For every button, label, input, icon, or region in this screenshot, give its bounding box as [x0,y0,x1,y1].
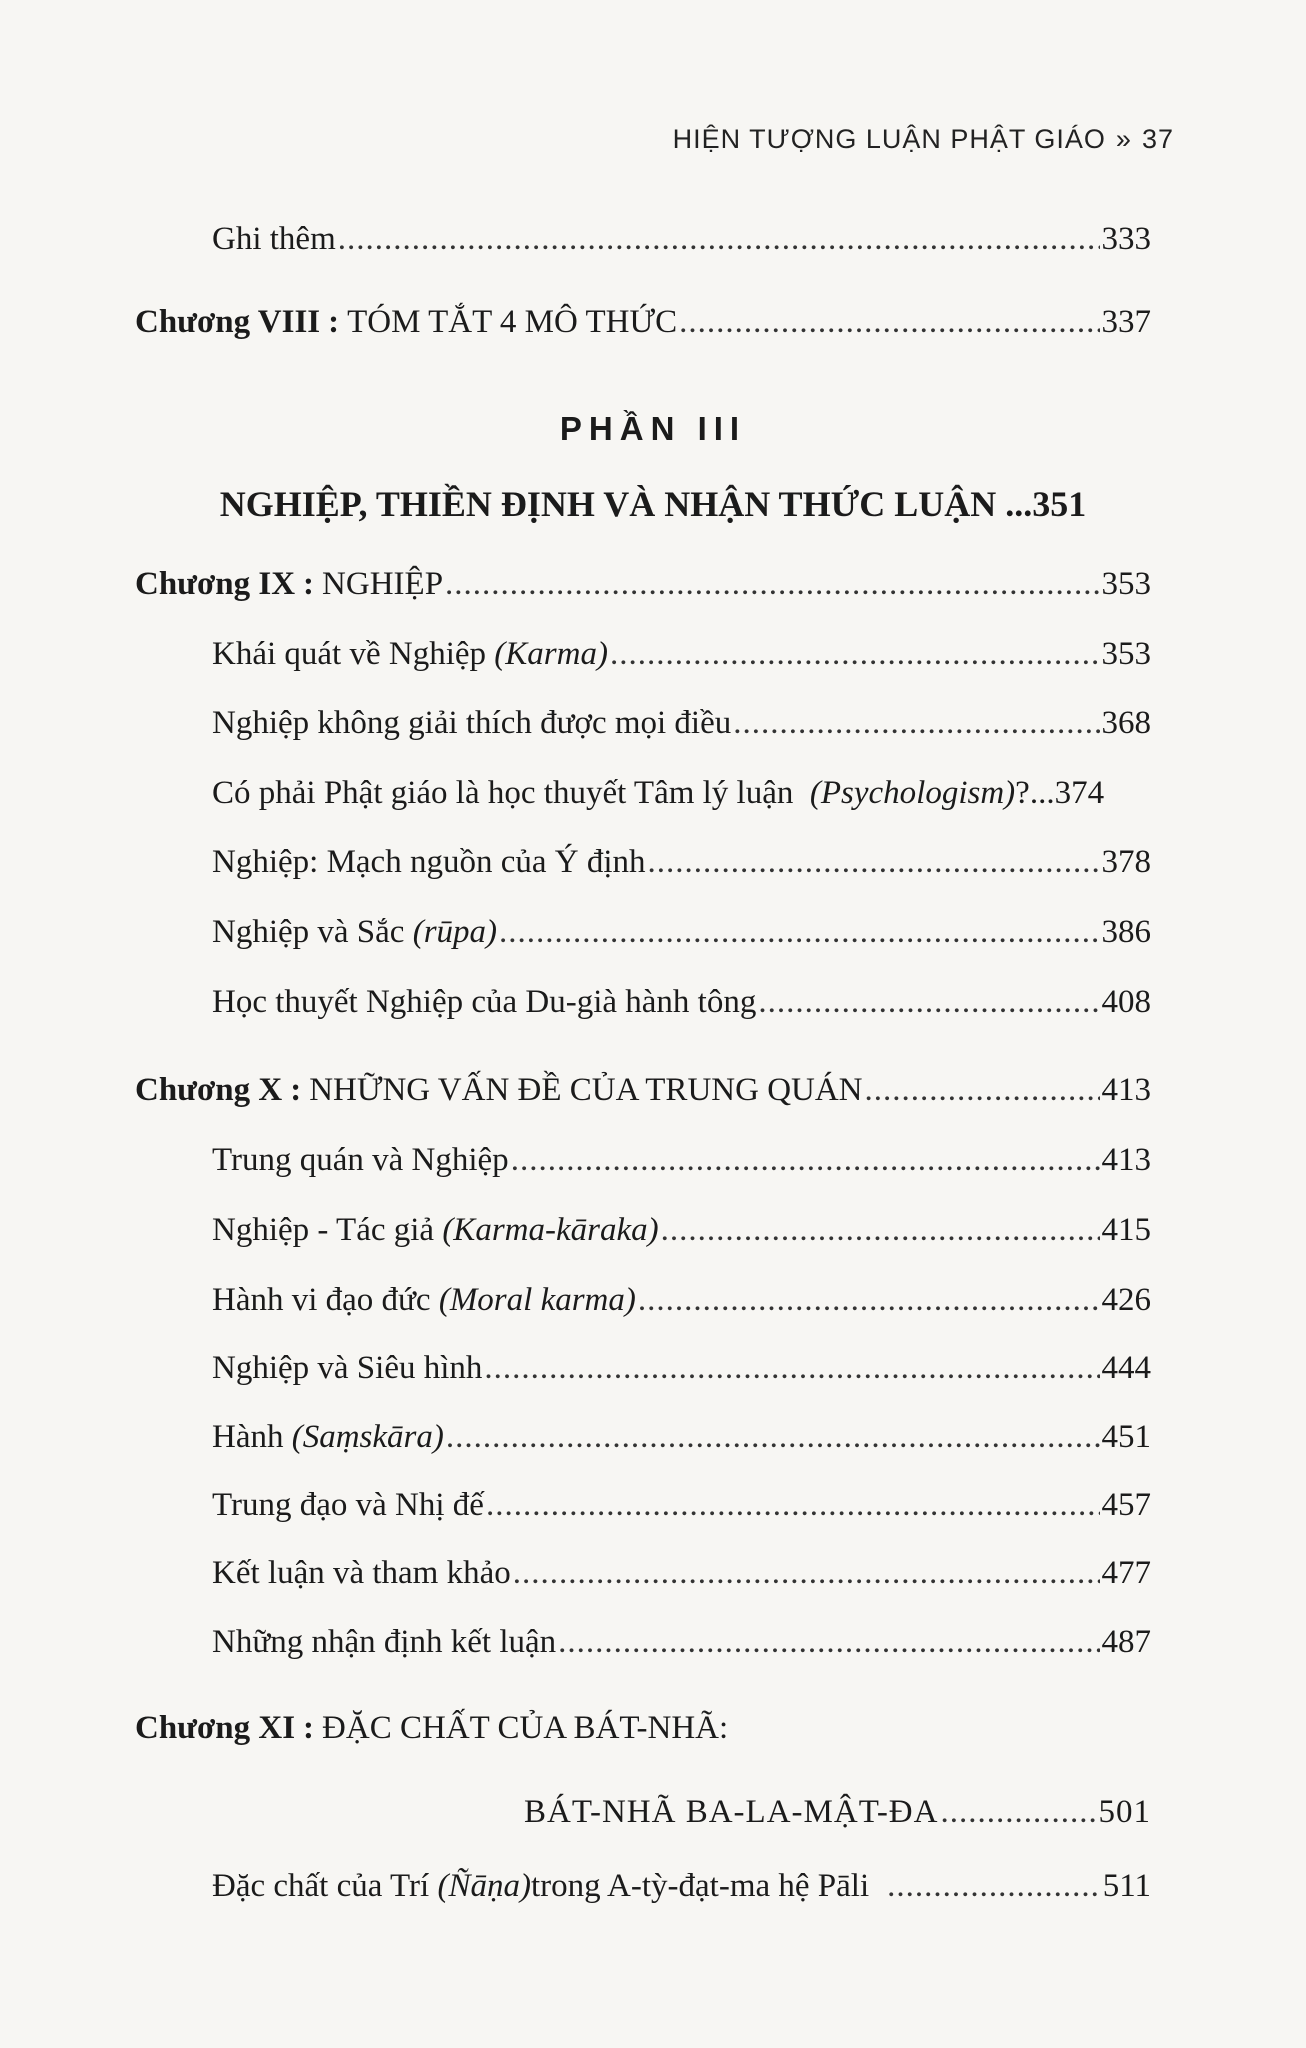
toc-entry-page: 378 [1101,844,1151,880]
toc-entry [212,986,1151,1019]
toc-entry [212,1557,1151,1590]
leader-dots [513,1557,1100,1590]
chapter-colon: : [328,304,340,340]
toc-entry-page: 477 [1101,1555,1151,1591]
leader-dots [638,1284,1100,1317]
leader-dots [679,306,1099,339]
toc-entry-page: 457 [1101,1487,1151,1523]
chapter-entry-9 [135,568,1151,601]
chapter-colon: : [303,1710,315,1746]
chapter-label: Chương XI [135,1710,296,1746]
toc-entry-title: Nghiệp - Tác giả [212,1212,435,1248]
chapter-title: TÓM TẮT 4 MÔ THỨC [347,304,678,340]
running-head-title: HIỆN TƯỢNG LUẬN PHẬT GIÁO [672,124,1106,154]
leader-dots [661,1214,1100,1247]
leader-dots [511,1144,1100,1177]
toc-entry-page: 368 [1101,705,1151,741]
leader-dots [445,568,1099,601]
toc-entry-page: 444 [1101,1350,1151,1386]
leader-dots [446,1421,1100,1454]
toc-entry-page: ?...374 [1015,775,1105,811]
toc-entry-term: (rūpa) [412,914,498,950]
leader-dots [865,1074,1100,1107]
running-head [673,124,1174,155]
toc-entry [212,1352,1151,1385]
toc-entry-term: (Moral karma) [438,1282,636,1318]
page-number: 37 [1141,124,1174,154]
toc-entry [212,638,1151,671]
chapter-entry-10 [135,1074,1151,1107]
toc-entry-title: Hành [212,1419,284,1455]
chapter-entry-8 [135,306,1151,339]
toc-entry [212,1421,1151,1454]
leader-dots [887,1870,1101,1903]
toc-entry-title: Hành vi đạo đức [212,1282,431,1318]
toc-entry-page: 413 [1101,1142,1151,1178]
toc-entry-term: (Ñāṇa) [437,1868,531,1904]
toc-entry-title: Học thuyết Nghiệp của Du-già hành tông [212,984,757,1020]
leader-dots [758,986,1099,1019]
toc-entry-page: 415 [1101,1212,1151,1248]
toc-entry [212,1626,1151,1659]
toc-entry-ghi-them [212,223,1151,256]
leader-dots [338,223,1100,256]
toc-entry-title: Nghiệp và Siêu hình [212,1350,483,1386]
leader-dots [558,1626,1099,1659]
chapter-page: 413 [1101,1072,1151,1108]
chapter-page: 353 [1101,566,1151,602]
toc-entry [212,1214,1151,1247]
toc-entry [212,916,1151,949]
leader-dots [486,1489,1100,1522]
chapter-colon: : [290,1072,302,1108]
toc-entry-title: Nghiệp và Sắc [212,914,405,950]
toc-entry-page: 451 [1101,1419,1151,1455]
toc-entry-title-continued: trong A-tỳ-đạt-ma hệ Pāli [530,1868,870,1904]
running-head-separator: » [1115,124,1132,154]
toc-entry-title: Đặc chất của Trí [212,1868,430,1904]
chapter-entry-11 [135,1712,728,1745]
leader-dots [499,916,1099,949]
toc-entry-term: (Saṃskāra) [291,1419,444,1455]
chapter-title: NGHIỆP [322,566,444,602]
chapter-label: Chương IX [135,566,296,602]
leader-dots [484,1352,1099,1385]
toc-entry-title: Nghiệp: Mạch nguồn của Ý định [212,844,646,880]
chapter-page: 501 [1098,1794,1151,1830]
toc-entry [212,777,1104,810]
toc-entry [212,1284,1151,1317]
chapter-page: 337 [1101,304,1151,340]
chapter-title: NHỮNG VẤN ĐỀ CỦA TRUNG QUÁN [309,1072,863,1108]
toc-entry-page: 426 [1101,1282,1151,1318]
toc-entry-term: (Karma) [494,636,608,672]
toc-entry [212,1144,1151,1177]
toc-entry-page: 386 [1101,914,1151,950]
toc-entry [212,1489,1151,1522]
chapter-subtitle-entry [524,1796,1151,1829]
toc-entry-term: (Karma-kāraka) [442,1212,659,1248]
chapter-subtitle: BÁT-NHÃ BA-LA-MẬT-ĐA [524,1794,939,1830]
leader-dots [940,1796,1096,1829]
toc-entry [212,846,1151,879]
toc-entry [212,707,1151,740]
leader-dots [733,707,1099,740]
toc-entry-page: 511 [1102,1868,1151,1904]
toc-entry-page: 408 [1101,984,1151,1020]
toc-entry-title: Kết luận và tham khảo [212,1555,511,1591]
toc-entry-page: 353 [1101,636,1151,672]
toc-entry-title: Trung đạo và Nhị đế [212,1487,484,1523]
toc-entry-term: (Psychologism) [809,775,1016,811]
toc-entry-title: Khái quát về Nghiệp [212,636,487,672]
chapter-label: Chương X [135,1072,283,1108]
toc-entry-title: Có phải Phật giáo là học thuyết Tâm lý luận [212,775,802,811]
chapter-title: ĐẶC CHẤT CỦA BÁT-NHÃ: [322,1710,729,1746]
leader-dots [610,638,1100,671]
leader-dots [648,846,1100,879]
toc-entry-page: 333 [1101,221,1151,257]
toc-entry-title: Nghiệp không giải thích được mọi điều [212,705,732,741]
part-title: NGHIỆP, THIỀN ĐỊNH VÀ NHẬN THỨC LUẬN ...351 [219,484,1087,524]
chapter-label: Chương VIII [135,304,321,340]
chapter-colon: : [303,566,315,602]
toc-entry-page: 487 [1101,1624,1151,1660]
toc-entry [212,1870,1151,1903]
part-label: PHẦN III [559,410,747,447]
toc-entry-title: Trung quán và Nghiệp [212,1142,509,1178]
toc-entry-title: Ghi thêm [212,221,336,257]
toc-entry-title: Những nhận định kết luận [212,1624,557,1660]
